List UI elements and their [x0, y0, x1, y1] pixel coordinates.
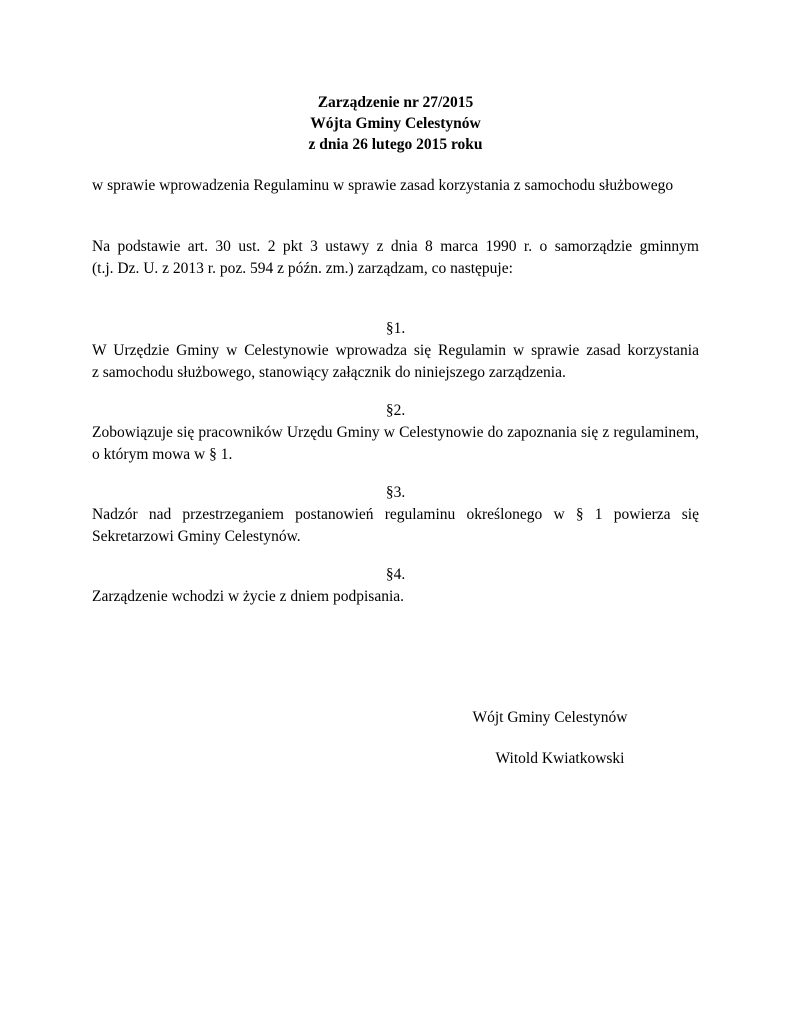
paragraph-3-line-2: Sekretarzowi Gminy Celestynów. [92, 528, 301, 545]
legal-basis-line-1: Na podstawie art. 30 ust. 2 pkt 3 ustawy z dnia 8 marca 1990 r. o samorządzie gminnym [92, 238, 699, 255]
legal-basis-line-2: (t.j. Dz. U. z 2013 r. poz. 594 z późn. zm.) zarządzam, co następuje: [92, 260, 513, 277]
paragraph-1 [92, 318, 699, 384]
document-subject: w sprawie wprowadzenia Regulaminu w sprawie zasad korzystania z samochodu służbowego [92, 177, 674, 194]
paragraph-3-line-1: Nadzór nad przestrzeganiem postanowień regulaminu określonego w § 1 powierza się [92, 506, 699, 523]
header-title: Zarządzenie nr 27/2015 [317, 94, 474, 111]
paragraph-2-sign: §2. [385, 402, 406, 419]
signature-role: Wójt Gminy Celestynów [472, 709, 628, 726]
paragraph-4-line-1: Zarządzenie wchodzi w życie z dniem podpisania. [92, 588, 405, 605]
paragraph-1-line-1: W Urzędzie Gminy w Celestynowie wprowadza się Regulamin w sprawie zasad korzystania [92, 342, 699, 359]
paragraph-4 [92, 564, 699, 608]
paragraph-1-sign: §1. [385, 320, 406, 337]
paragraph-3-sign: §3. [385, 484, 406, 501]
paragraph-2-line-2: o którym mowa w § 1. [92, 446, 233, 463]
paragraph-2-line-1: Zobowiązuje się pracowników Urzędu Gminy w Celestynowie do zapoznania się z regulaminem, [92, 424, 699, 441]
paragraph-4-sign: §4. [385, 566, 406, 583]
paragraph-2 [92, 400, 699, 466]
paragraph-1-line-2: z samochodu służbowego, stanowiący załącznik do niniejszego zarządzenia. [92, 364, 566, 381]
legal-basis [92, 236, 699, 280]
header-date: z dnia 26 lutego 2015 roku [308, 136, 483, 153]
document-header [0, 92, 791, 155]
header-issuer: Wójta Gminy Celestynów [310, 115, 481, 132]
paragraph-3 [92, 482, 699, 548]
signature-name: Witold Kwiatkowski [495, 750, 625, 767]
